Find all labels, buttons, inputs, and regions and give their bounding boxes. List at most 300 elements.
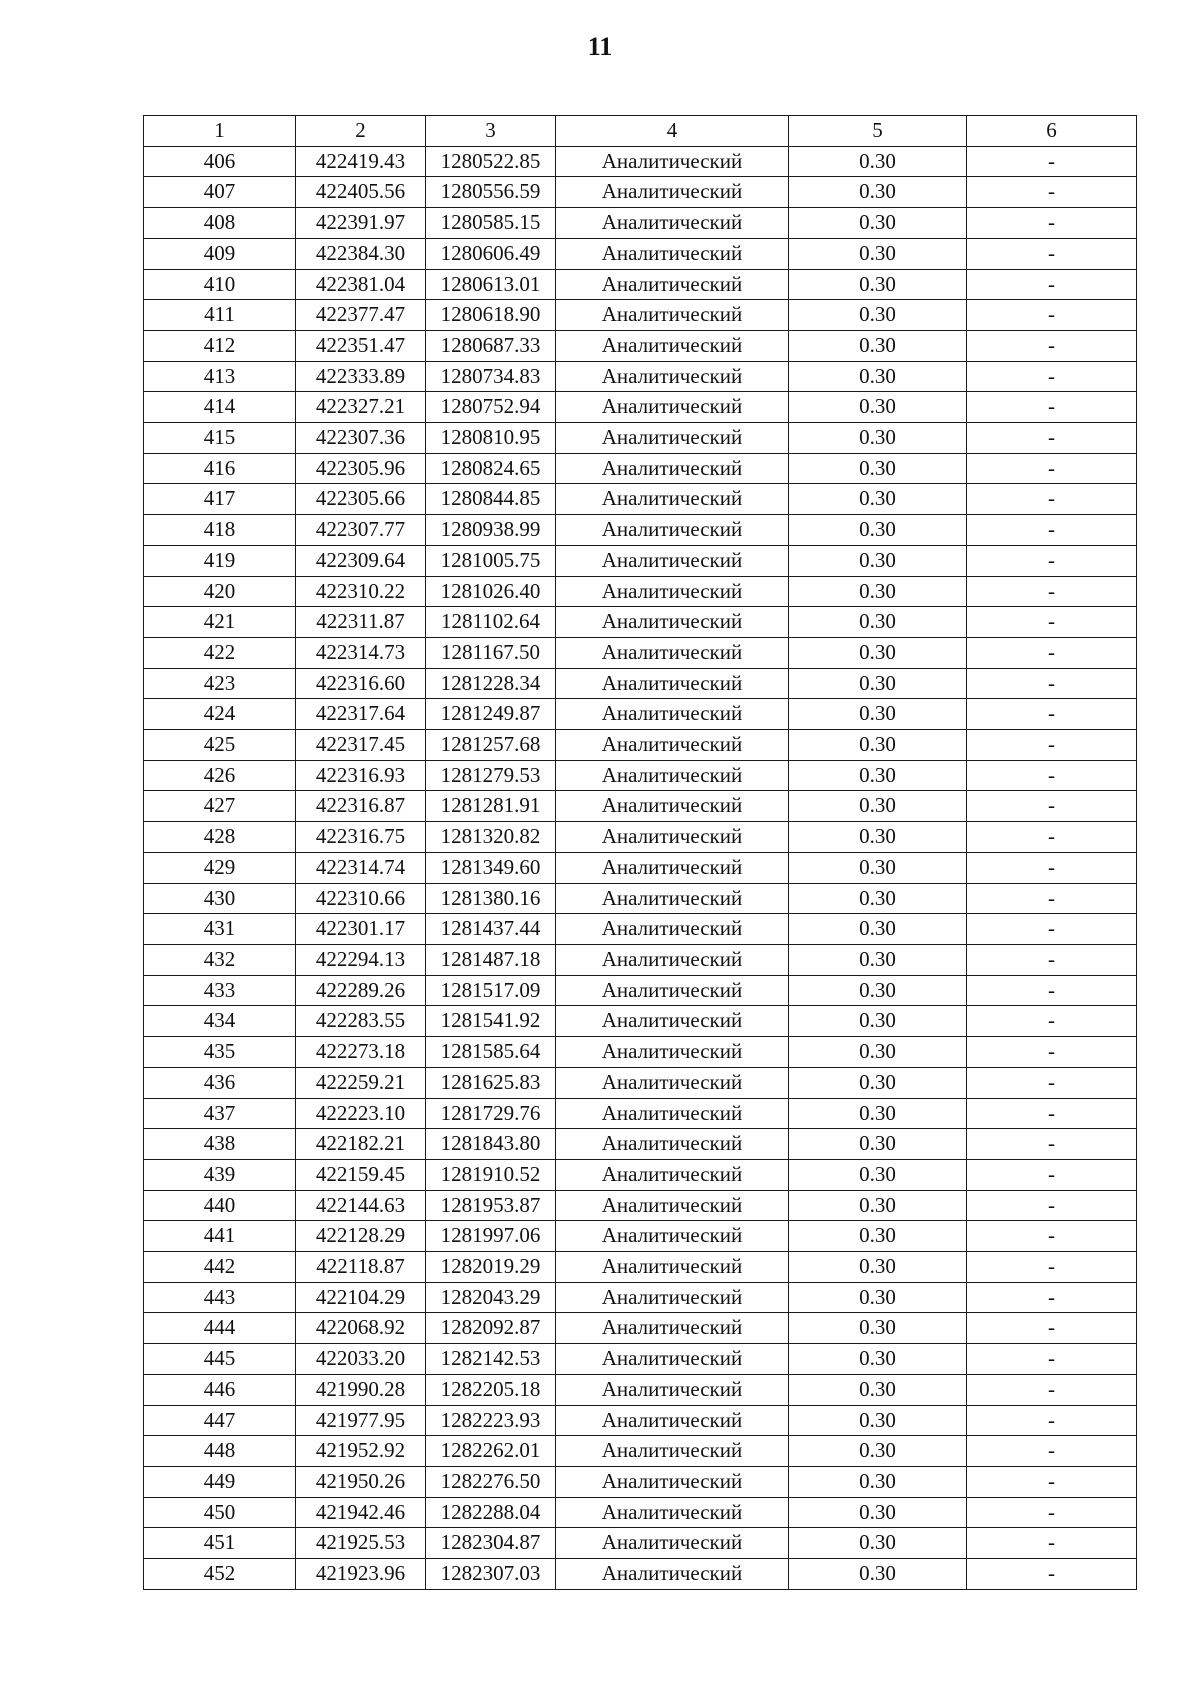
y-coordinate-cell: 1280613.01 (426, 269, 556, 300)
method-cell: Аналитический (556, 238, 789, 269)
y-coordinate-cell: 1281026.40 (426, 576, 556, 607)
accuracy-cell: 0.30 (789, 1190, 967, 1221)
y-coordinate-cell: 1281437.44 (426, 914, 556, 945)
x-coordinate-cell: 422309.64 (296, 545, 426, 576)
accuracy-cell: 0.30 (789, 883, 967, 914)
point-number-cell: 428 (144, 822, 296, 853)
table-row (144, 975, 1137, 1006)
x-coordinate-cell: 422391.97 (296, 208, 426, 239)
table-row (144, 1252, 1137, 1283)
note-cell: - (967, 1129, 1137, 1160)
accuracy-cell: 0.30 (789, 668, 967, 699)
point-number-cell: 433 (144, 975, 296, 1006)
point-number-cell: 450 (144, 1497, 296, 1528)
note-cell: - (967, 1190, 1137, 1221)
point-number-cell: 407 (144, 177, 296, 208)
note-cell: - (967, 545, 1137, 576)
accuracy-cell: 0.30 (789, 1037, 967, 1068)
y-coordinate-cell: 1280687.33 (426, 330, 556, 361)
x-coordinate-cell: 422384.30 (296, 238, 426, 269)
x-coordinate-cell: 422405.56 (296, 177, 426, 208)
note-cell: - (967, 1159, 1137, 1190)
y-coordinate-cell: 1280752.94 (426, 392, 556, 423)
accuracy-cell: 0.30 (789, 1221, 967, 1252)
y-coordinate-cell: 1281320.82 (426, 822, 556, 853)
accuracy-cell: 0.30 (789, 1374, 967, 1405)
accuracy-cell: 0.30 (789, 822, 967, 853)
table-row (144, 1374, 1137, 1405)
table-row (144, 1528, 1137, 1559)
accuracy-cell: 0.30 (789, 699, 967, 730)
point-number-cell: 410 (144, 269, 296, 300)
x-coordinate-cell: 421990.28 (296, 1374, 426, 1405)
point-number-cell: 414 (144, 392, 296, 423)
table-row (144, 1159, 1137, 1190)
y-coordinate-cell: 1280824.65 (426, 453, 556, 484)
point-number-cell: 429 (144, 852, 296, 883)
note-cell: - (967, 883, 1137, 914)
note-cell: - (967, 914, 1137, 945)
x-coordinate-cell: 422327.21 (296, 392, 426, 423)
header-cell-3: 3 (426, 116, 556, 147)
note-cell: - (967, 1497, 1137, 1528)
accuracy-cell: 0.30 (789, 300, 967, 331)
note-cell: - (967, 146, 1137, 177)
accuracy-cell: 0.30 (789, 330, 967, 361)
x-coordinate-cell: 422333.89 (296, 361, 426, 392)
note-cell: - (967, 1037, 1137, 1068)
note-cell: - (967, 177, 1137, 208)
method-cell: Аналитический (556, 576, 789, 607)
point-number-cell: 431 (144, 914, 296, 945)
x-coordinate-cell: 422283.55 (296, 1006, 426, 1037)
table-row (144, 1190, 1137, 1221)
table-row (144, 822, 1137, 853)
accuracy-cell: 0.30 (789, 515, 967, 546)
point-number-cell: 413 (144, 361, 296, 392)
accuracy-cell: 0.30 (789, 576, 967, 607)
x-coordinate-cell: 422307.77 (296, 515, 426, 546)
x-coordinate-cell: 422316.60 (296, 668, 426, 699)
note-cell: - (967, 668, 1137, 699)
accuracy-cell: 0.30 (789, 1436, 967, 1467)
x-coordinate-cell: 422104.29 (296, 1282, 426, 1313)
y-coordinate-cell: 1282307.03 (426, 1559, 556, 1590)
x-coordinate-cell: 421950.26 (296, 1466, 426, 1497)
table-row (144, 1221, 1137, 1252)
point-number-cell: 416 (144, 453, 296, 484)
accuracy-cell: 0.30 (789, 1405, 967, 1436)
method-cell: Аналитический (556, 1436, 789, 1467)
note-cell: - (967, 392, 1137, 423)
table-row (144, 1129, 1137, 1160)
table-row (144, 238, 1137, 269)
accuracy-cell: 0.30 (789, 1098, 967, 1129)
method-cell: Аналитический (556, 730, 789, 761)
note-cell: - (967, 1405, 1137, 1436)
point-number-cell: 430 (144, 883, 296, 914)
accuracy-cell: 0.30 (789, 453, 967, 484)
accuracy-cell: 0.30 (789, 177, 967, 208)
x-coordinate-cell: 422118.87 (296, 1252, 426, 1283)
note-cell: - (967, 760, 1137, 791)
accuracy-cell: 0.30 (789, 1252, 967, 1283)
y-coordinate-cell: 1281279.53 (426, 760, 556, 791)
point-number-cell: 443 (144, 1282, 296, 1313)
method-cell: Аналитический (556, 361, 789, 392)
y-coordinate-cell: 1280618.90 (426, 300, 556, 331)
table-row (144, 515, 1137, 546)
point-number-cell: 427 (144, 791, 296, 822)
point-number-cell: 419 (144, 545, 296, 576)
point-number-cell: 451 (144, 1528, 296, 1559)
y-coordinate-cell: 1281349.60 (426, 852, 556, 883)
table-row (144, 852, 1137, 883)
note-cell: - (967, 637, 1137, 668)
coordinates-table (143, 115, 1137, 1590)
table-body (144, 146, 1137, 1589)
point-number-cell: 418 (144, 515, 296, 546)
point-number-cell: 445 (144, 1344, 296, 1375)
x-coordinate-cell: 422316.87 (296, 791, 426, 822)
table-row (144, 208, 1137, 239)
table-row (144, 1282, 1137, 1313)
accuracy-cell: 0.30 (789, 1006, 967, 1037)
point-number-cell: 422 (144, 637, 296, 668)
method-cell: Аналитический (556, 1405, 789, 1436)
method-cell: Аналитический (556, 453, 789, 484)
method-cell: Аналитический (556, 699, 789, 730)
x-coordinate-cell: 421977.95 (296, 1405, 426, 1436)
x-coordinate-cell: 421942.46 (296, 1497, 426, 1528)
note-cell: - (967, 822, 1137, 853)
table-row (144, 1559, 1137, 1590)
y-coordinate-cell: 1282288.04 (426, 1497, 556, 1528)
method-cell: Аналитический (556, 1528, 789, 1559)
y-coordinate-cell: 1281281.91 (426, 791, 556, 822)
x-coordinate-cell: 422419.43 (296, 146, 426, 177)
note-cell: - (967, 699, 1137, 730)
x-coordinate-cell: 421923.96 (296, 1559, 426, 1590)
note-cell: - (967, 238, 1137, 269)
y-coordinate-cell: 1280556.59 (426, 177, 556, 208)
y-coordinate-cell: 1281380.16 (426, 883, 556, 914)
accuracy-cell: 0.30 (789, 1067, 967, 1098)
method-cell: Аналитический (556, 1006, 789, 1037)
table-row (144, 760, 1137, 791)
y-coordinate-cell: 1280938.99 (426, 515, 556, 546)
method-cell: Аналитический (556, 269, 789, 300)
y-coordinate-cell: 1282019.29 (426, 1252, 556, 1283)
accuracy-cell: 0.30 (789, 1282, 967, 1313)
table-row (144, 1466, 1137, 1497)
accuracy-cell: 0.30 (789, 484, 967, 515)
x-coordinate-cell: 422314.73 (296, 637, 426, 668)
y-coordinate-cell: 1282223.93 (426, 1405, 556, 1436)
point-number-cell: 442 (144, 1252, 296, 1283)
table-row (144, 392, 1137, 423)
y-coordinate-cell: 1282092.87 (426, 1313, 556, 1344)
point-number-cell: 426 (144, 760, 296, 791)
method-cell: Аналитический (556, 1344, 789, 1375)
x-coordinate-cell: 422068.92 (296, 1313, 426, 1344)
table-row (144, 300, 1137, 331)
method-cell: Аналитический (556, 1037, 789, 1068)
accuracy-cell: 0.30 (789, 1159, 967, 1190)
table-row (144, 330, 1137, 361)
note-cell: - (967, 1466, 1137, 1497)
accuracy-cell: 0.30 (789, 361, 967, 392)
accuracy-cell: 0.30 (789, 208, 967, 239)
point-number-cell: 417 (144, 484, 296, 515)
header-cell-2: 2 (296, 116, 426, 147)
table-row (144, 637, 1137, 668)
coordinates-table-container (143, 115, 1136, 1590)
y-coordinate-cell: 1282205.18 (426, 1374, 556, 1405)
method-cell: Аналитический (556, 300, 789, 331)
method-cell: Аналитический (556, 1374, 789, 1405)
note-cell: - (967, 1067, 1137, 1098)
x-coordinate-cell: 422128.29 (296, 1221, 426, 1252)
note-cell: - (967, 1374, 1137, 1405)
accuracy-cell: 0.30 (789, 392, 967, 423)
accuracy-cell: 0.30 (789, 146, 967, 177)
note-cell: - (967, 1221, 1137, 1252)
point-number-cell: 425 (144, 730, 296, 761)
accuracy-cell: 0.30 (789, 1528, 967, 1559)
note-cell: - (967, 1436, 1137, 1467)
method-cell: Аналитический (556, 1221, 789, 1252)
point-number-cell: 421 (144, 607, 296, 638)
x-coordinate-cell: 422273.18 (296, 1037, 426, 1068)
y-coordinate-cell: 1280734.83 (426, 361, 556, 392)
x-coordinate-cell: 422317.45 (296, 730, 426, 761)
table-header-row (144, 116, 1137, 147)
method-cell: Аналитический (556, 944, 789, 975)
note-cell: - (967, 330, 1137, 361)
table-row (144, 883, 1137, 914)
header-cell-6: 6 (967, 116, 1137, 147)
method-cell: Аналитический (556, 146, 789, 177)
method-cell: Аналитический (556, 791, 789, 822)
accuracy-cell: 0.30 (789, 1313, 967, 1344)
accuracy-cell: 0.30 (789, 1497, 967, 1528)
point-number-cell: 452 (144, 1559, 296, 1590)
table-row (144, 730, 1137, 761)
method-cell: Аналитический (556, 1466, 789, 1497)
method-cell: Аналитический (556, 392, 789, 423)
note-cell: - (967, 730, 1137, 761)
table-row (144, 791, 1137, 822)
x-coordinate-cell: 421925.53 (296, 1528, 426, 1559)
y-coordinate-cell: 1281167.50 (426, 637, 556, 668)
note-cell: - (967, 1252, 1137, 1283)
method-cell: Аналитический (556, 330, 789, 361)
y-coordinate-cell: 1282043.29 (426, 1282, 556, 1313)
x-coordinate-cell: 422351.47 (296, 330, 426, 361)
note-cell: - (967, 269, 1137, 300)
point-number-cell: 409 (144, 238, 296, 269)
method-cell: Аналитический (556, 822, 789, 853)
x-coordinate-cell: 422381.04 (296, 269, 426, 300)
method-cell: Аналитический (556, 668, 789, 699)
method-cell: Аналитический (556, 1190, 789, 1221)
note-cell: - (967, 1559, 1137, 1590)
note-cell: - (967, 515, 1137, 546)
point-number-cell: 415 (144, 423, 296, 454)
method-cell: Аналитический (556, 1159, 789, 1190)
point-number-cell: 420 (144, 576, 296, 607)
table-row (144, 484, 1137, 515)
point-number-cell: 440 (144, 1190, 296, 1221)
y-coordinate-cell: 1281910.52 (426, 1159, 556, 1190)
x-coordinate-cell: 422307.36 (296, 423, 426, 454)
accuracy-cell: 0.30 (789, 1129, 967, 1160)
method-cell: Аналитический (556, 637, 789, 668)
method-cell: Аналитический (556, 515, 789, 546)
note-cell: - (967, 423, 1137, 454)
x-coordinate-cell: 422144.63 (296, 1190, 426, 1221)
point-number-cell: 438 (144, 1129, 296, 1160)
point-number-cell: 441 (144, 1221, 296, 1252)
point-number-cell: 439 (144, 1159, 296, 1190)
accuracy-cell: 0.30 (789, 607, 967, 638)
table-row (144, 1098, 1137, 1129)
table-row (144, 361, 1137, 392)
method-cell: Аналитический (556, 1497, 789, 1528)
table-row (144, 1497, 1137, 1528)
table-row (144, 668, 1137, 699)
table-row (144, 576, 1137, 607)
y-coordinate-cell: 1281729.76 (426, 1098, 556, 1129)
accuracy-cell: 0.30 (789, 269, 967, 300)
table-row (144, 944, 1137, 975)
header-cell-4: 4 (556, 116, 789, 147)
point-number-cell: 411 (144, 300, 296, 331)
point-number-cell: 437 (144, 1098, 296, 1129)
accuracy-cell: 0.30 (789, 1559, 967, 1590)
method-cell: Аналитический (556, 914, 789, 945)
method-cell: Аналитический (556, 883, 789, 914)
table-row (144, 177, 1137, 208)
method-cell: Аналитический (556, 1252, 789, 1283)
point-number-cell: 406 (144, 146, 296, 177)
method-cell: Аналитический (556, 484, 789, 515)
x-coordinate-cell: 422310.66 (296, 883, 426, 914)
y-coordinate-cell: 1281228.34 (426, 668, 556, 699)
y-coordinate-cell: 1281102.64 (426, 607, 556, 638)
accuracy-cell: 0.30 (789, 944, 967, 975)
table-row (144, 1006, 1137, 1037)
accuracy-cell: 0.30 (789, 914, 967, 945)
table-row (144, 1037, 1137, 1068)
y-coordinate-cell: 1281487.18 (426, 944, 556, 975)
method-cell: Аналитический (556, 423, 789, 454)
note-cell: - (967, 791, 1137, 822)
x-coordinate-cell: 422033.20 (296, 1344, 426, 1375)
y-coordinate-cell: 1281997.06 (426, 1221, 556, 1252)
table-row (144, 1344, 1137, 1375)
table-row (144, 1405, 1137, 1436)
header-cell-5: 5 (789, 116, 967, 147)
table-row (144, 914, 1137, 945)
table-row (144, 699, 1137, 730)
method-cell: Аналитический (556, 208, 789, 239)
x-coordinate-cell: 422314.74 (296, 852, 426, 883)
point-number-cell: 424 (144, 699, 296, 730)
method-cell: Аналитический (556, 1559, 789, 1590)
note-cell: - (967, 1344, 1137, 1375)
accuracy-cell: 0.30 (789, 1466, 967, 1497)
accuracy-cell: 0.30 (789, 637, 967, 668)
note-cell: - (967, 944, 1137, 975)
table-row (144, 607, 1137, 638)
note-cell: - (967, 1313, 1137, 1344)
accuracy-cell: 0.30 (789, 760, 967, 791)
x-coordinate-cell: 422317.64 (296, 699, 426, 730)
method-cell: Аналитический (556, 545, 789, 576)
y-coordinate-cell: 1281625.83 (426, 1067, 556, 1098)
table-row (144, 146, 1137, 177)
table-row (144, 453, 1137, 484)
table-row (144, 269, 1137, 300)
note-cell: - (967, 484, 1137, 515)
point-number-cell: 432 (144, 944, 296, 975)
x-coordinate-cell: 422316.93 (296, 760, 426, 791)
note-cell: - (967, 208, 1137, 239)
note-cell: - (967, 607, 1137, 638)
y-coordinate-cell: 1281257.68 (426, 730, 556, 761)
method-cell: Аналитический (556, 760, 789, 791)
y-coordinate-cell: 1282276.50 (426, 1466, 556, 1497)
note-cell: - (967, 975, 1137, 1006)
note-cell: - (967, 1098, 1137, 1129)
x-coordinate-cell: 422377.47 (296, 300, 426, 331)
y-coordinate-cell: 1281585.64 (426, 1037, 556, 1068)
y-coordinate-cell: 1281517.09 (426, 975, 556, 1006)
table-row (144, 423, 1137, 454)
method-cell: Аналитический (556, 1313, 789, 1344)
accuracy-cell: 0.30 (789, 238, 967, 269)
y-coordinate-cell: 1280810.95 (426, 423, 556, 454)
y-coordinate-cell: 1282304.87 (426, 1528, 556, 1559)
method-cell: Аналитический (556, 1282, 789, 1313)
point-number-cell: 412 (144, 330, 296, 361)
x-coordinate-cell: 422301.17 (296, 914, 426, 945)
x-coordinate-cell: 422305.66 (296, 484, 426, 515)
method-cell: Аналитический (556, 1129, 789, 1160)
point-number-cell: 436 (144, 1067, 296, 1098)
y-coordinate-cell: 1281249.87 (426, 699, 556, 730)
method-cell: Аналитический (556, 852, 789, 883)
y-coordinate-cell: 1280844.85 (426, 484, 556, 515)
y-coordinate-cell: 1282262.01 (426, 1436, 556, 1467)
note-cell: - (967, 576, 1137, 607)
point-number-cell: 446 (144, 1374, 296, 1405)
x-coordinate-cell: 422289.26 (296, 975, 426, 1006)
point-number-cell: 434 (144, 1006, 296, 1037)
point-number-cell: 408 (144, 208, 296, 239)
accuracy-cell: 0.30 (789, 730, 967, 761)
x-coordinate-cell: 422294.13 (296, 944, 426, 975)
accuracy-cell: 0.30 (789, 791, 967, 822)
point-number-cell: 448 (144, 1436, 296, 1467)
note-cell: - (967, 453, 1137, 484)
method-cell: Аналитический (556, 177, 789, 208)
accuracy-cell: 0.30 (789, 852, 967, 883)
method-cell: Аналитический (556, 1098, 789, 1129)
y-coordinate-cell: 1280585.15 (426, 208, 556, 239)
